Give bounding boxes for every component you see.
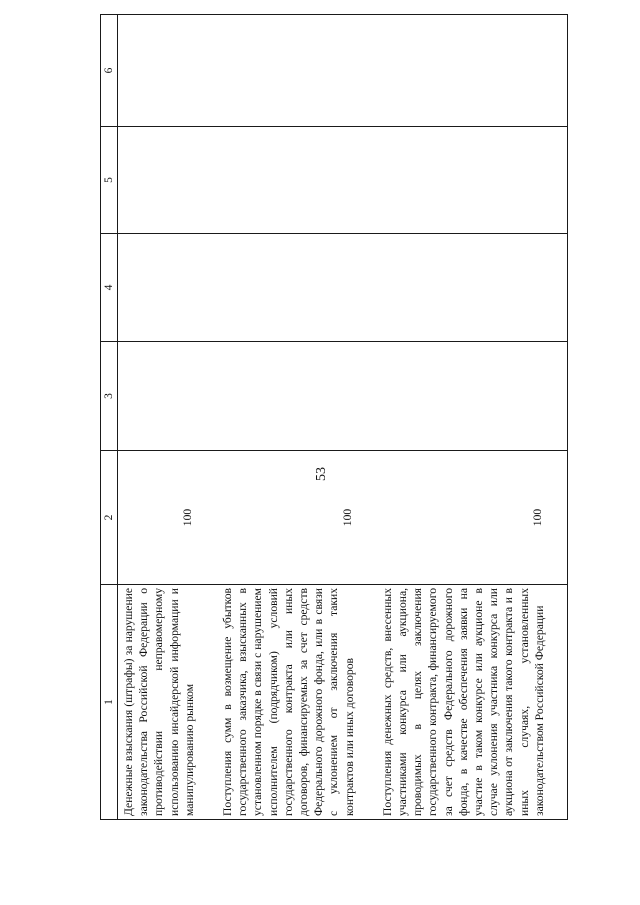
- column-header-6: 6: [101, 15, 118, 127]
- empty-cell: [217, 15, 377, 127]
- column-header-1: 1: [101, 585, 118, 820]
- empty-cell: [118, 342, 218, 451]
- empty-cell: [217, 342, 377, 451]
- row-description: Поступления сумм в возмещение убытков государственного заказчика, взысканных в установленном порядке в связи с нарушением исполнителем (подрядчиком) условий государственного контракта или иных договоров, финансируемых за счет средств Федерального дорожного фонда, или в связи с уклонением от заключения таких контрактов или иных договоров: [221, 588, 356, 816]
- column-header-5: 5: [101, 127, 118, 234]
- table-container: [100, 15, 638, 820]
- row-value-cell: [217, 451, 377, 585]
- empty-cell: [377, 127, 568, 234]
- row-value: 100: [180, 508, 194, 527]
- row-value-cell: [118, 451, 218, 585]
- column-header-4: 4: [101, 234, 118, 342]
- row-description: Денежные взыскания (штрафы) за нарушение законодательства Российской Федерации о противодействии неправомерному использованию инсайдерской информации и манипулированию рынком: [122, 588, 196, 816]
- row-value: 100: [340, 508, 354, 527]
- empty-cell: [377, 342, 568, 451]
- column-header-3: 3: [101, 342, 118, 451]
- empty-cell: [377, 15, 568, 127]
- row-value-cell: [377, 451, 568, 585]
- revenue-table: [100, 14, 568, 820]
- row-description-cell: [118, 585, 218, 820]
- row-description-cell: [377, 585, 568, 820]
- table-row: [217, 15, 377, 820]
- empty-cell: [217, 127, 377, 234]
- row-description: Поступления денежных средств, внесенных участниками конкурса или аукциона, проводимых в целях заключения государственного контракта, финансируемого за счет средств Федерального дорожного фонда, в качестве обеспечения заявки на участие в таком конкурсе или аукционе в случае уклонения участника конкурса или аукциона от заключения такого контракта и в иных случаях, установленных законодательством Российской Федерации: [380, 588, 546, 816]
- page-number: 53: [314, 467, 329, 481]
- table-row: [377, 15, 568, 820]
- row-value: 100: [530, 508, 544, 527]
- empty-cell: [118, 234, 218, 342]
- empty-cell: [217, 234, 377, 342]
- empty-cell: [118, 127, 218, 234]
- row-description-cell: [217, 585, 377, 820]
- empty-cell: [118, 15, 218, 127]
- table-header-row: [101, 15, 118, 820]
- table-row: [118, 15, 218, 820]
- column-header-2: 2: [101, 451, 118, 585]
- empty-cell: [377, 234, 568, 342]
